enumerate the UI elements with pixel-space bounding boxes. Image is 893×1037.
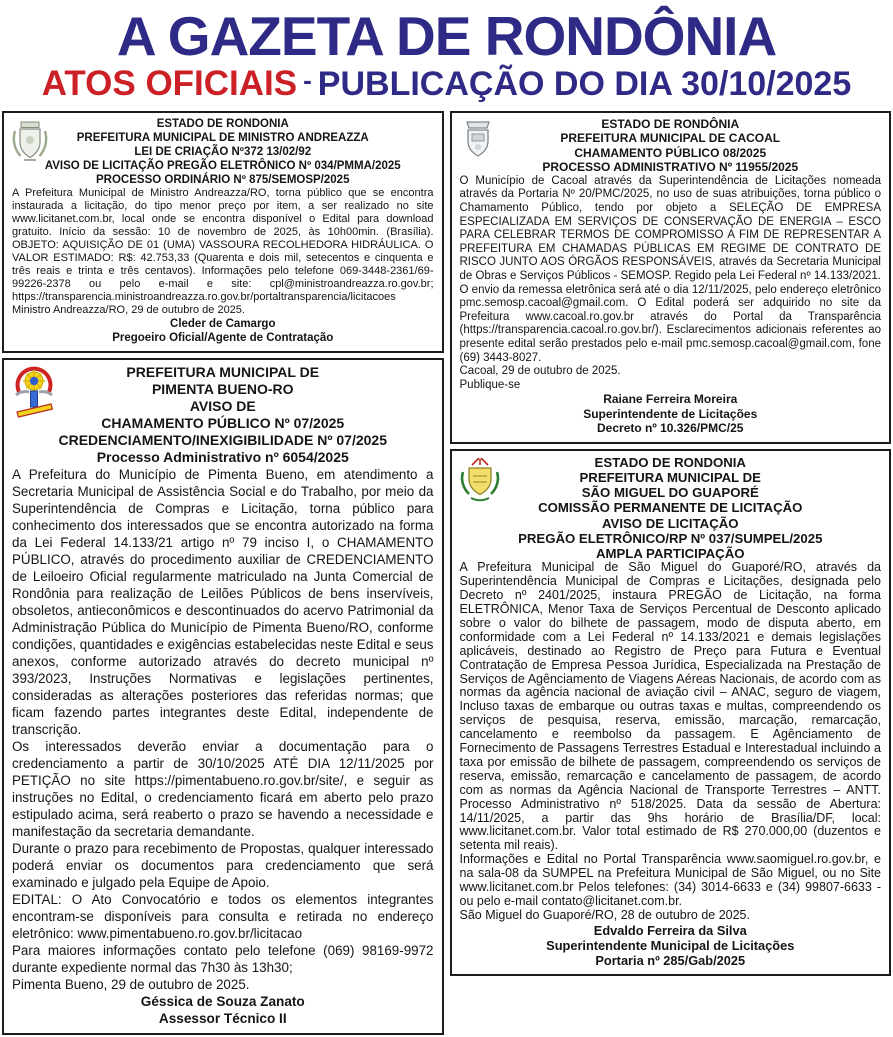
notice-pimenta-bueno [2,358,444,1035]
atos-oficiais-label: ATOS OFICIAIS [41,64,298,104]
notice-dateline: Pimenta Bueno, 29 de outubro de 2025. [12,976,250,992]
notice-header-line: PROCESSO ADMINISTRATIVO Nº 11955/2025 [542,160,799,175]
notice-dateline: Ministro Andreazza/RO, 29 de outubro de 2025. [12,303,245,316]
notice-paragraph: EDITAL: O Ato Convocatório e todos os elementos integrantes encontram-se disponíveis para consulta e retirada no endereço eletrônico: www.pimentabueno.ro.gov.br/licitacao [12,891,434,941]
notice-body [12,187,434,317]
signature-role: Superintendente Municipal de Licitações [546,937,795,953]
notice-header-line: PREFEITURA MUNICIPAL DE [126,363,320,380]
notice-paragraph: Informações e Edital no Portal Transparência www.saomiguel.ro.gov.br, e na sala-08 da SUMPEL na Prefeitura Municipal de São Miguel, ou no Site www.licitanet.com.br Pelos telefones: (34) 3014-6633 e (34) 99807-6633 - ou pelo e-mail contato@licitanet.com.br. [459,852,881,909]
notice-ministro-andreazza [2,111,444,353]
newspaper-title: A GAZETA DE RONDÔNIA [116,5,777,67]
notice-header-line: CHAMAMENTO PÚBLICO Nº 07/2025 [101,414,345,431]
notice-header-line: ESTADO DE RONDÔNIA [601,116,740,131]
notice-sao-miguel-do-guapore [450,449,892,976]
notice-header-line: CHAMAMENTO PÚBLICO 08/2025 [574,145,767,160]
cacoal-crest-icon [459,118,497,162]
notice-body [12,466,434,993]
notice-paragraph: A Prefeitura do Município de Pimenta Bueno, em atendimento a Secretaria Municipal de Assistência Social e do Trabalho, por meio da Superintendência de Compras e Licitação, torna público para conhecimento dos interessados que se encontra autorizado na forma da Lei Federal 14.133/21 artigo nº 79 inciso I, o CHAMAMENTO PÚBLICO, através do procedimento auxiliar de CREDENCIAMENTO de Leiloeiro Oficial regularmente matriculado na Junta Comercial de Rondônia para realização de Leilões Públicos de bens inservíveis, obsoletos, antieconômicos e descontinuados do acervo Patrimonial da Administração Pública do Município de Pimenta Bueno/RO, conforme condições, quantidades e exigências estabelecidas neste Edital e seus anexos, conforme autorizado através do decreto municipal nº 393/2023, Instruções Normativas e legislações pertinentes, consideradas as alterações posteriores das referidas normas; que ficam fazendo partes integrantes deste Edital, independente de transcrição. [12,466,434,737]
signature-name: Edvaldo Ferreira da Silva [593,922,747,938]
signature-block [460,392,882,436]
notice-dateline: Cacoal, 29 de outubro de 2025. [459,365,621,378]
ministro-andreazza-crest-icon [11,118,49,164]
signature-decree: Decreto nº 10.326/PMC/25 [597,421,744,436]
signature-name: Géssica de Souza Zanato [140,993,305,1009]
signature-block [460,923,882,968]
notice-dateline: São Miguel do Guaporé/RO, 28 de outubro de 2025. [459,907,750,922]
masthead-subtitle [0,66,893,103]
notice-body [460,561,882,923]
signature-role: Pregoeiro Oficial/Agente de Contratação [112,331,334,344]
notice-paragraph: Para maiores informações contato pelo telefone (069) 98169-9972 durante expediente normal das 7h30 às 13h30; [12,942,434,975]
notice-paragraph: O Município de Cacoal através da Superintendência de Licitações nomeada através da Portaria Nº 20/PMC/2025, no uso de suas atribuições, torna público o Chamamento Público, tendo por objeto a SELEÇÃO DE EMPRESA ESPECIALIZADA EM SERVIÇOS DE CONSERVAÇÃO DE ENERGIA – ESCO PARA CELEBRAR TERMOS DE COMPROMISSO A FIM DE REPRESENTAR A PREFEITURA EM CHAMADAS PÚBLICAS EM REGIME DE CONTRATO DE RISCO JUNTO AOS ÓRGÃOS RESPONSÁVEIS, através da Secretaria Municipal de Obras e Serviços Públicos - SEMOSP. Regido pela Lei Federal nº 14.133/2021. O envio da remessa eletrônica será até o dia 12/11/2025, pelo endereço eletrônico pmc.semosp.cacoal@gmail.com. O Edital poderá ser adquirido no site da Prefeitura www.cacoal.ro.gov.br através do Portal da Transparência (https://transparencia.cacoal.ro.gov.br/). Esclarecimentos adicionais referentes ao presente edital serão prestados pelo e-mail pmc.semosp.cacoal@gmail.com, fone (69) 3443-8027. [459,174,881,364]
notice-body [460,175,882,393]
masthead [0,0,893,105]
notice-header-line: LEI DE CRIAÇÃO Nº372 13/02/92 [134,145,312,158]
notice-header-line: ESTADO DE RONDONIA [594,454,746,470]
signature-name: Cleder de Camargo [170,317,276,330]
pimenta-bueno-crest-icon [11,365,57,421]
notice-header [460,117,882,175]
notice-header-line: AVISO DE [189,397,256,414]
signature-role: Superintendente de Licitações [583,406,758,421]
notice-header [12,117,434,187]
notice-header-line: AVISO DE LICITAÇÃO [601,515,739,531]
notice-header-line: SÃO MIGUEL DO GUAPORÉ [581,485,759,501]
publication-date-label: PUBLICAÇÃO DO DIA 30/10/2025 [317,65,852,104]
sao-miguel-crest-icon [459,456,501,504]
notice-header-line: PREFEITURA MUNICIPAL DE MINISTRO ANDREAZZA [76,131,369,144]
notice-cacoal [450,111,892,444]
left-column [2,111,444,1035]
notice-paragraph: A Prefeitura Municipal de São Miguel do Guaporé/RO, através da Superintendência Municipal de Compras e Licitações, designada pelo Decreto nº 2401/2025, instaura PREGÃO de Licitação, na forma ELETRÔNICA, Menor Taxa de Serviços Percentual de Desconto aplicado sobre o valor do bilhete de passagem, modo de disputa aberto, em conformidade com a Lei Federal nº 14.133/2021 e demais legislações aplicáveis, destinado ao Registro de Preço para Futura e Eventual Contratação de Empresa Pessoa Jurídica, Especializada na Prestação de Serviços de Agênciamento de Viagens Aéreas Nacionais, de acordo com as normas da agência nacional de aviação civil – ANAC, seguro de viagem, Incluso taxas de embarque ou outras taxas e multas, compreendendo os serviços de pesquisa, reserva, emissão, marcação, remarcação, cancelamento e reembolso da passagem. E Agênciamento de Fornecimento de Passagens Terrestres Estadual e Interestadual incluindo a taxa por emissão de bilhete de passagem, compreendendo os serviços de reserva, emissão, remarcação e cancelamento de passagem, de acordo com as normas da Agência Nacional de Transporte Terrestres – ANTT. Processo Administrativo nº 518/2025. Data da sessão de Abertura: 14/11/2025, a partir das 9hs horário de Brasília/DF, local: www.licitanet.com.br. Valor total estimado de R$ 270.000,00 (duzentos e setenta mil reais). [459,560,881,853]
notice-header-line: PREGÃO ELETRÔNICO/RP Nº 037/SUMPEL/2025 [518,530,823,546]
signature-ordinance: Portaria nº 285/Gab/2025 [595,952,746,968]
notice-header-line: COMISSÃO PERMANENTE DE LICITAÇÃO [538,500,803,516]
signature-role: Assessor Técnico II [158,1010,287,1026]
notice-header-line: ESTADO DE RONDONIA [156,117,289,130]
subtitle-separator: - [303,65,312,96]
notice-columns [0,105,893,1037]
notice-header-line: Processo Administrativo nº 6054/2025 [96,448,349,465]
notice-header-line: AVISO DE LICITAÇÃO PREGÃO ELETRÔNICO Nº 034/PMMA/2025 [44,159,401,172]
signature-block [12,993,434,1027]
notice-header [460,455,882,561]
notice-header [12,364,434,466]
notice-header-line: AMPLA PARTICIPAÇÃO [596,546,745,562]
notice-header-line: PREFEITURA MUNICIPAL DE [579,470,761,486]
signature-name: Raiane Ferreira Moreira [603,392,738,407]
right-column [450,111,892,976]
notice-paragraph: A Prefeitura Municipal de Ministro Andreazza/RO, torna público que se encontra instaurada a licitação, do tipo menor preço por item, a ser realizado no site www.licitanet.com.br, local onde se encontra disponível o Edital para download gratuito. Início da sessão: 10 de novembro de 2025, às 10h00min. (Brasília). OBJETO: AQUISIÇÃO DE 01 (UMA) VASSOURA RECOLHEDORA HIDRÁULICA. O VALOR ESTIMADO: R$: 42.753,33 (Quarenta e dois mil, setecentos e cinquenta e três reais e trinta e três centavos). Informações pelo telefone 069-3448-2361/69-99226-2378 ou pelo e-mail e site: cpl@ministroandreazza.ro.gov.br; https://transparencia.ministroandreazza.ro.gov.br/portaltransparencia/licitacoes [12,186,434,303]
notice-header-line: CREDENCIAMENTO/INEXIGIBILIDADE Nº 07/2025 [58,431,387,448]
signature-block [12,317,434,345]
notice-header-line: PROCESSO ORDINÁRIO Nº 875/SEMOSP/2025 [96,173,350,186]
notice-paragraph: Durante o prazo para recebimento de Propostas, qualquer interessado poderá enviar os documentos para credenciamento que será examinado e julgado pela Equipe de Apoio. [12,840,434,890]
notice-header-line: PREFEITURA MUNICIPAL DE CACOAL [560,131,781,146]
notice-paragraph: Os interessados deverão enviar a documentação para o credenciamento a partir de 30/10/2025 ATÉ DIA 12/11/2025 por PETIÇÃO no site https://pimentabueno.ro.gov.br/site/, e seguir as instruções no Edital, o credenciamento ficará em aberto pelo prazo estipulado acima, será reaberto o prazo se havendo a necessidade e manifestação da secretaria demandante. [12,738,434,839]
notice-header-line: PIMENTA BUENO-RO [151,380,294,397]
notice-publique-se: Publique-se [459,378,521,391]
